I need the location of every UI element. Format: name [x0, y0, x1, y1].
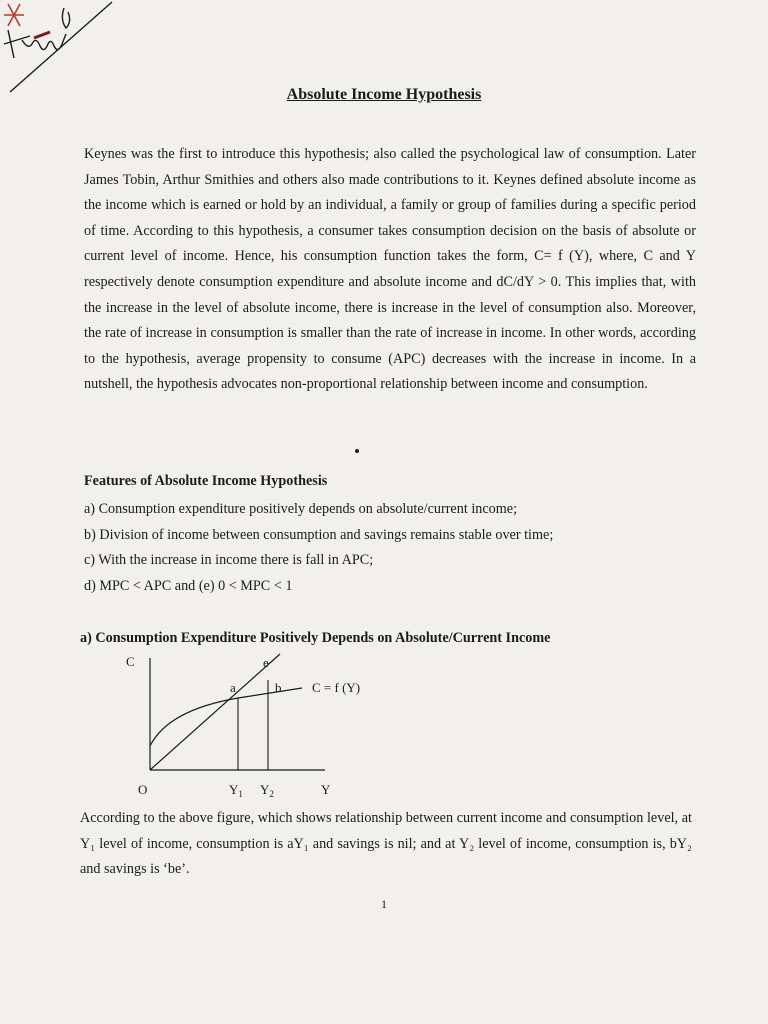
stray-dot [355, 449, 359, 453]
intro-paragraph: Keynes was the first to introduce this hypothesis; also called the psychological law of consumption. Later James Tobin, Arthur Smithies and others also made contributions to it. Keynes defined absolute income as the income which is earned or hold by an individual, a family or group of families during a specific period of time. According to this hypothesis, a consumer takes consumption decision on the basis of absolute or current level of income. Hence, his consumption function takes the form, C= f (Y), where, C and Y respectively denote consumption expenditure and absolute income and dC/dY > 0. This implies that, with the increase in the level of absolute income, there is increase in the level of consumption also. Moreover, the rate of increase in consumption is smaller than the rate of increase in income. In other words, according to the hypothesis, average propensity to consume (APC) decreases with the increase in income. In a nutshell, the hypothesis advocates non-proportional relationship between income and consumption. [84, 146, 696, 393]
handwritten-signature [0, 0, 120, 95]
consumption-function-figure [120, 650, 400, 810]
forty-five-degree-line [150, 654, 280, 770]
closing-paragraph: According to the above figure, which shows relationship between current income and consumption level, at Y₁ level of income, consumption is aY₁ and savings is nil; and at Y₂ level of income, consumption is, bY₂ and savings is ‘be’. [80, 810, 692, 878]
origin-label: O [138, 782, 148, 797]
y-axis-label: C [126, 654, 135, 669]
x-axis-label: Y [321, 782, 331, 797]
section-heading: a) Consumption Expenditure Positively Depends on Absolute/Current Income [80, 630, 551, 646]
feature-item-c: c) With the increase in income there is fall in APC; [84, 552, 374, 569]
feature-item-d: d) MPC < APC and (e) 0 < MPC < 1 [84, 577, 293, 594]
page-number [0, 897, 768, 912]
point-b-label: b [275, 680, 282, 695]
feature-item-b: b) Division of income between consumption and savings remains stable over time; [84, 526, 554, 543]
features-heading: Features of Absolute Income Hypothesis [84, 473, 328, 489]
curve-label: C = f (Y) [312, 680, 361, 695]
y1-tick-label: $Y_1$ [229, 782, 243, 799]
point-e-label: e [263, 655, 269, 670]
y2-tick-label: $Y_2$ [260, 782, 274, 799]
features-list [84, 497, 553, 599]
page-title: Absolute Income Hypothesis [286, 86, 482, 103]
feature-item-a: a) Consumption expenditure positively depends on absolute/current income; [84, 501, 518, 517]
page-number-value: 1 [381, 897, 387, 911]
consumption-curve [150, 688, 302, 746]
point-a-label: a [230, 680, 236, 695]
